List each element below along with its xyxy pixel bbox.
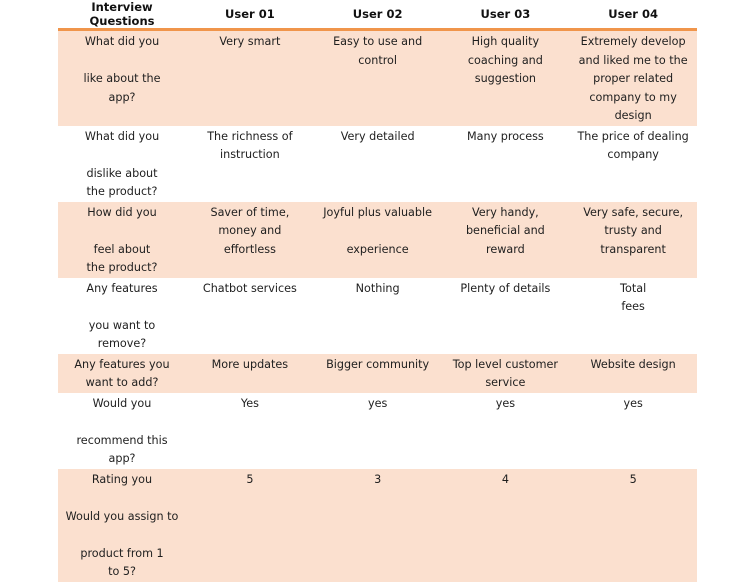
interview-table bbox=[58, 0, 697, 582]
table-row-remove bbox=[58, 278, 697, 354]
answer-cell: More updates bbox=[186, 354, 314, 393]
header-user-01: User 01 bbox=[186, 0, 314, 30]
answer-cell: Extremely develop and liked me to the proper related company to my design bbox=[569, 30, 697, 126]
question-cell: Any features you want to add? bbox=[58, 354, 186, 393]
answer-cell: Saver of time, money and effortless bbox=[186, 202, 314, 278]
table-row-add bbox=[58, 354, 697, 393]
answer-cell: Bigger community bbox=[314, 354, 442, 393]
header-user-03: User 03 bbox=[442, 0, 570, 30]
answer-cell: Nothing bbox=[314, 278, 442, 354]
table-row-rating bbox=[58, 469, 697, 582]
answer-cell: Very handy, beneficial and reward bbox=[442, 202, 570, 278]
answer-cell: 3 bbox=[314, 469, 442, 582]
table-row-recommend bbox=[58, 393, 697, 469]
table-row-like bbox=[58, 30, 697, 126]
question-cell: Would you recommend this app? bbox=[58, 393, 186, 469]
answer-cell: yes bbox=[442, 393, 570, 469]
question-cell: How did you feel about the product? bbox=[58, 202, 186, 278]
answer-cell: 5 bbox=[186, 469, 314, 582]
answer-cell: The price of dealing company bbox=[569, 126, 697, 202]
question-cell: Any features you want to remove? bbox=[58, 278, 186, 354]
answer-cell: Very safe, secure, trusty and transparent bbox=[569, 202, 697, 278]
table-row-feel bbox=[58, 202, 697, 278]
answer-cell: 5 bbox=[569, 469, 697, 582]
question-cell: Rating you Would you assign to product from 1 to 5? bbox=[58, 469, 186, 582]
answer-cell: Very smart bbox=[186, 30, 314, 126]
answer-cell: Website design bbox=[569, 354, 697, 393]
answer-cell: 4 bbox=[442, 469, 570, 582]
answer-cell: Top level customer service bbox=[442, 354, 570, 393]
question-cell: What did you dislike about the product? bbox=[58, 126, 186, 202]
answer-cell: High quality coaching and suggestion bbox=[442, 30, 570, 126]
answer-cell: Many process bbox=[442, 126, 570, 202]
answer-cell: Joyful plus valuable experience bbox=[314, 202, 442, 278]
table-row-dislike bbox=[58, 126, 697, 202]
answer-cell: yes bbox=[569, 393, 697, 469]
answer-cell: Plenty of details bbox=[442, 278, 570, 354]
answer-cell: Yes bbox=[186, 393, 314, 469]
answer-cell: yes bbox=[314, 393, 442, 469]
header-user-04: User 04 bbox=[569, 0, 697, 30]
header-row bbox=[58, 0, 697, 30]
header-interview-questions: Interview Questions bbox=[58, 0, 186, 30]
answer-cell: Easy to use and control bbox=[314, 30, 442, 126]
answer-cell: The richness of instruction bbox=[186, 126, 314, 202]
answer-cell: Chatbot services bbox=[186, 278, 314, 354]
answer-cell: Very detailed bbox=[314, 126, 442, 202]
question-cell: What did you like about the app? bbox=[58, 30, 186, 126]
header-user-02: User 02 bbox=[314, 0, 442, 30]
answer-cell: Total fees bbox=[569, 278, 697, 354]
